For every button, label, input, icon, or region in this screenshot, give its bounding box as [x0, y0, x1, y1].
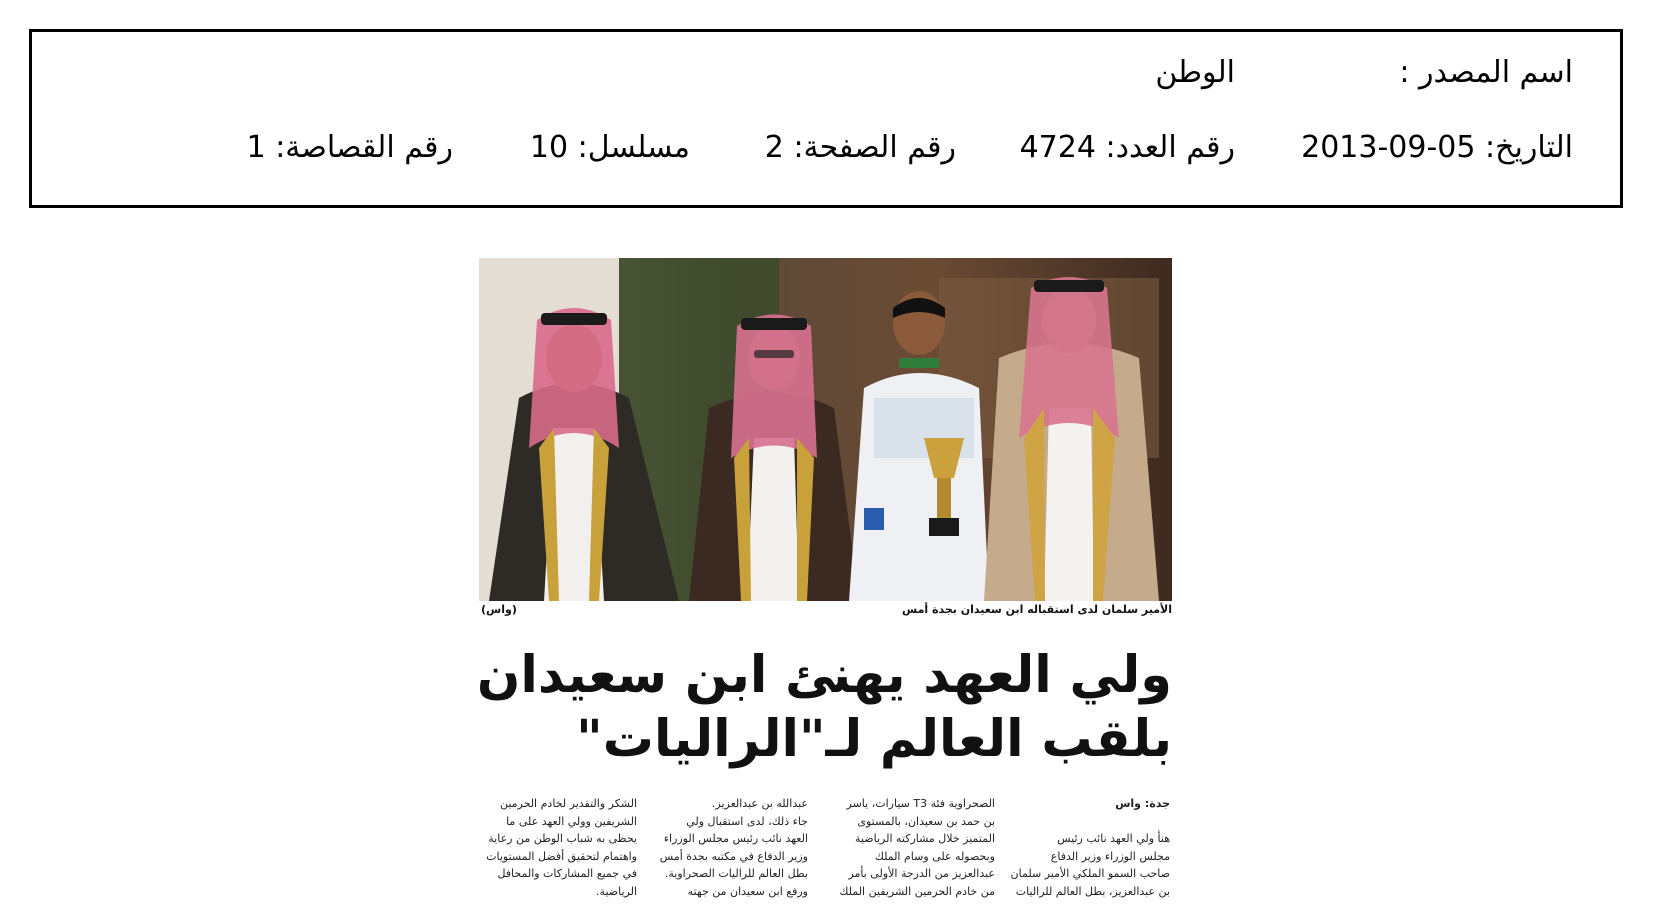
page-value: 2: [764, 130, 784, 165]
date-value: 2013-09-05: [1301, 130, 1476, 165]
issue-label: رقم العدد:: [1105, 130, 1235, 165]
headline-line-1: ولي العهد يهنئ ابن سعيدان: [476, 646, 1172, 705]
column-2-line: من خادم الحرمين الشريفين الملك: [839, 884, 995, 898]
column-4-line: واهتمام لتحقيق أفضل المستويات: [486, 849, 637, 863]
column-3-line: بطل العالم للراليات الصحراوية.: [664, 867, 808, 880]
serial-label: مسلسل:: [577, 130, 690, 165]
column-3-line: جاء ذلك، لدى استقبال ولي: [686, 814, 808, 828]
date-label: التاريخ:: [1485, 130, 1573, 165]
column-3-line: ورفع ابن سعيدان من جهته: [687, 884, 808, 898]
article-column-3: [658, 795, 808, 900]
serial-field: [529, 130, 690, 165]
clipping-metadata-box: [29, 29, 1623, 208]
clipping-value: 1: [246, 130, 266, 165]
column-2-line: المتميز خلال مشاركته الرياضية: [855, 832, 995, 845]
column-3-line: عبدالله بن عبدالعزيز.: [711, 797, 808, 810]
column-2-line: الصحراوية فئة T3 سيارات، ياسر: [846, 797, 995, 810]
column-3-line: العهد نائب رئيس مجلس الوزراء: [663, 832, 808, 845]
column-4-line: الشريفين وولي العهد على ما: [506, 814, 637, 828]
clipping-label: رقم القصاصة:: [275, 130, 453, 165]
article-photo: [479, 258, 1172, 601]
column-1-line: [1020, 813, 1170, 831]
column-2-line: وبحصوله على وسام الملك: [874, 849, 995, 863]
column-1-line: بن عبدالعزيز، بطل العالم للراليات: [1015, 884, 1170, 898]
column-2-line: عبدالعزيز من الدرجة الأولى بأمر: [848, 867, 995, 880]
source-label: اسم المصدر :: [1399, 55, 1573, 90]
column-1-line: هنأ ولي العهد نائب رئيس: [1057, 832, 1170, 845]
column-4-line: الرياضية.: [596, 884, 637, 898]
issue-field: [1019, 130, 1235, 165]
serial-value: 10: [529, 130, 569, 165]
article-column-2: [839, 795, 995, 900]
clipping-field: [246, 130, 453, 165]
article-column-1: [1010, 795, 1170, 900]
column-2-line: بن حمد بن سعيدان، بالمستوى: [857, 814, 995, 828]
source-value: الوطن: [1155, 55, 1235, 90]
headline-line-2: بلقب العالم لـ"الراليات": [576, 710, 1172, 769]
column-4-line: الشكر والتقدير لخادم الحرمين: [499, 797, 637, 810]
column-4-line: يحظى به شباب الوطن من رعاية: [488, 832, 637, 845]
column-1-line: صاحب السمو الملكي الأمير سلمان: [1010, 867, 1170, 880]
page-field: [764, 130, 956, 165]
page-label: رقم الصفحة:: [793, 130, 956, 165]
article-column-4: [487, 795, 637, 900]
column-1-line: جدة: واس: [1115, 797, 1170, 810]
date-field: [1301, 130, 1573, 165]
photo-credit: (واس): [481, 603, 517, 616]
photo-illustration: [479, 258, 1172, 601]
photo-caption: الأمير سلمان لدى استقباله ابن سعيدان بجدة أمس: [902, 603, 1172, 616]
column-1-line: مجلس الوزراء وزير الدفاع: [1050, 849, 1170, 863]
column-4-line: في جميع المشاركات والمحافل: [497, 867, 637, 880]
issue-value: 4724: [1019, 130, 1096, 165]
column-3-line: وزير الدفاع في مكتبه بجدة أمس: [659, 849, 808, 863]
